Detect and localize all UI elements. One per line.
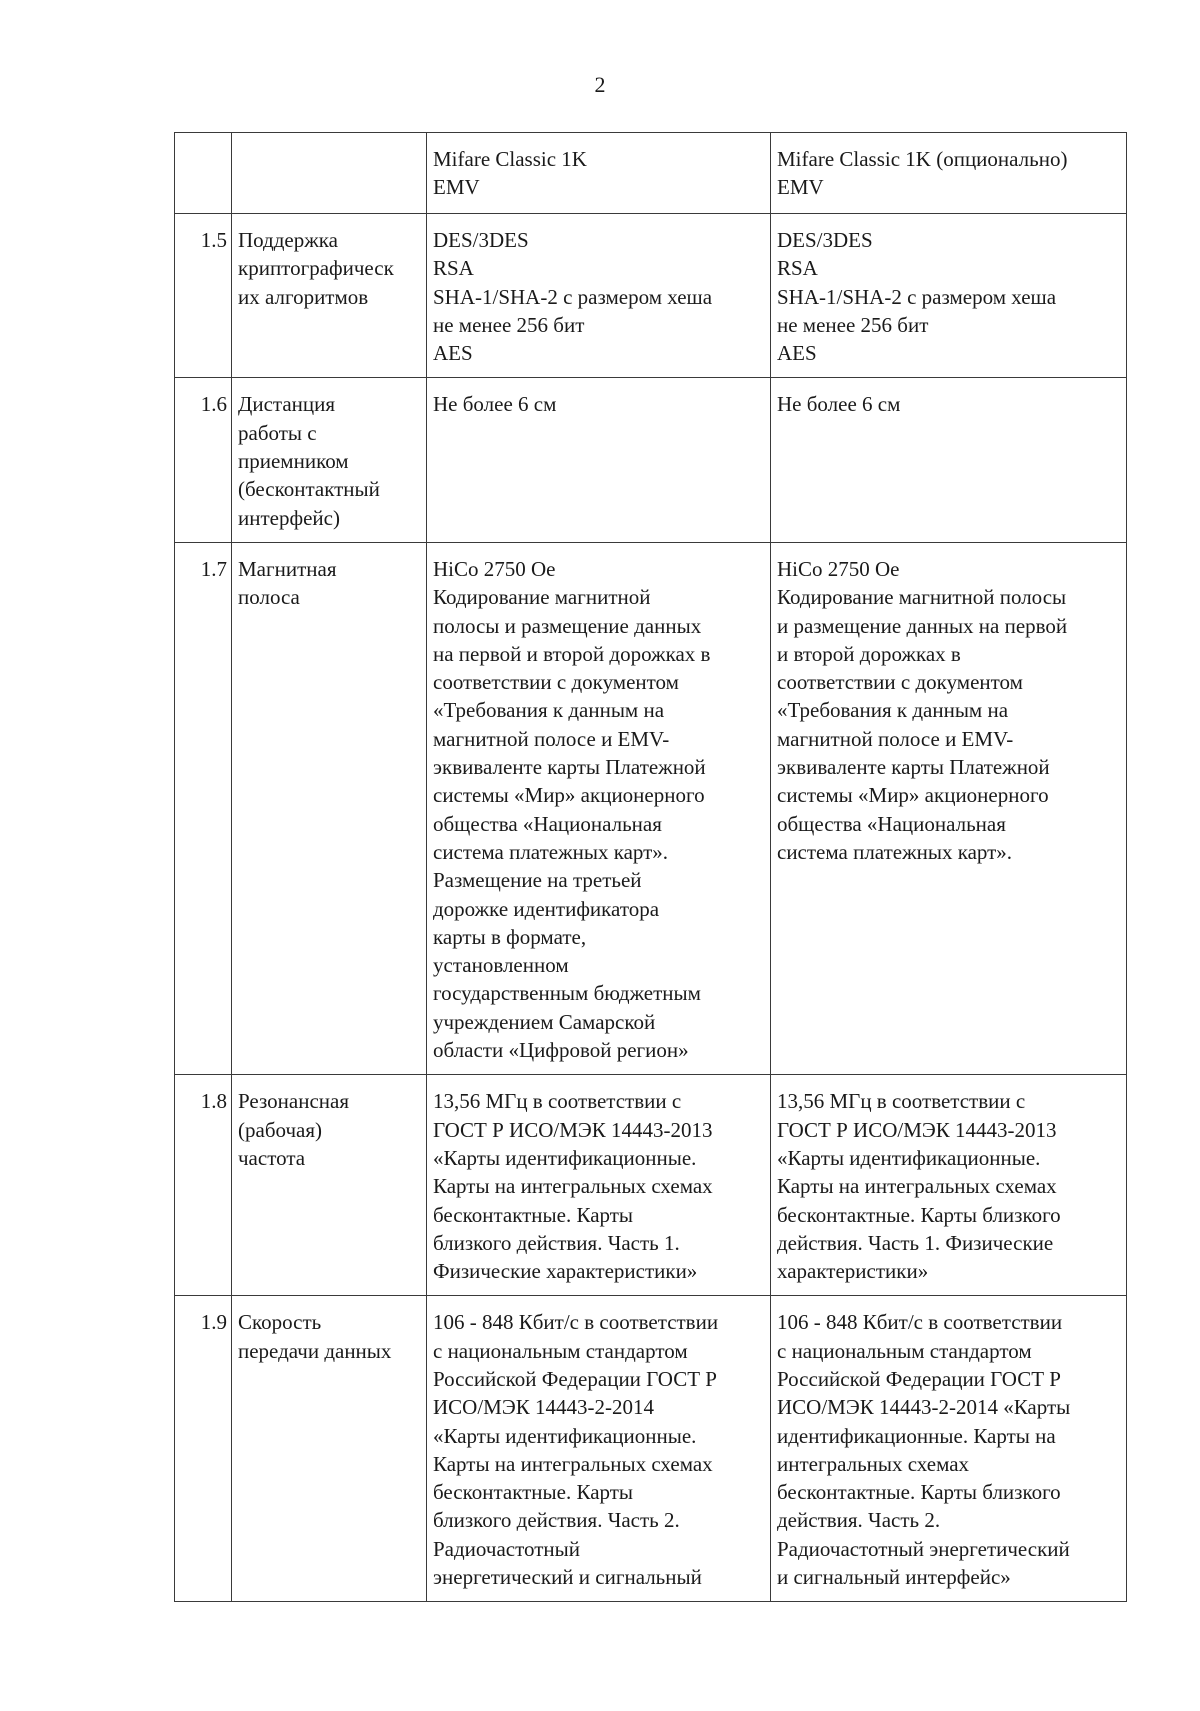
row-number: 1.6: [175, 378, 232, 542]
header-param-cell: [232, 133, 427, 214]
row-parameter: Магнитная полоса: [232, 542, 427, 1074]
table-row: [175, 542, 1127, 1074]
table-row: [175, 1296, 1127, 1602]
row-parameter: Скорость передачи данных: [232, 1296, 427, 1602]
page-number: 2: [594, 72, 606, 97]
spec-table: [174, 132, 1127, 1602]
row-parameter: Резонансная (рабочая) частота: [232, 1075, 427, 1296]
row-value-optional: DES/3DES RSA SHA-1/SHA-2 с размером хеша не менее 256 бит AES: [771, 214, 1127, 378]
header-value-cell: Mifare Classic 1K EMV: [427, 133, 771, 214]
header-value-optional-cell: Mifare Classic 1K (опционально) EMV: [771, 133, 1127, 214]
row-value-optional: HiCo 2750 Oe Кодирование магнитной полосы и размещение данных на первой и второй дорожках в соответствии с документом «Требования к данным на магнитной полосе и EMV- эквиваленте карты Платежной системы «Мир» акционерного общества «Национальная система платежных карт».: [771, 542, 1127, 1074]
header-num-cell: [175, 133, 232, 214]
table-row: [175, 1075, 1127, 1296]
table-header-row: [175, 133, 1127, 214]
row-value: DES/3DES RSA SHA-1/SHA-2 с размером хеша не менее 256 бит AES: [427, 214, 771, 378]
row-value-optional: 13,56 МГц в соответствии с ГОСТ Р ИСО/МЭК 14443-2013 «Карты идентификационные. Карты на интегральных схемах бесконтактные. Карты близкого действия. Часть 1. Физические характеристики»: [771, 1075, 1127, 1296]
row-value: Не более 6 см: [427, 378, 771, 542]
table-row: [175, 214, 1127, 378]
table-row: [175, 378, 1127, 542]
row-number: 1.7: [175, 542, 232, 1074]
row-parameter: Дистанция работы с приемником (бесконтактный интерфейс): [232, 378, 427, 542]
row-parameter: Поддержка криптографическ их алгоритмов: [232, 214, 427, 378]
row-value: 13,56 МГц в соответствии с ГОСТ Р ИСО/МЭК 14443-2013 «Карты идентификационные. Карты на интегральных схемах бесконтактные. Карты близкого действия. Часть 1. Физические характеристики»: [427, 1075, 771, 1296]
row-value: HiCo 2750 Oe Кодирование магнитной полосы и размещение данных на первой и второй дорожках в соответствии с документом «Требования к данным на магнитной полосе и EMV- эквиваленте карты Платежной системы «Мир» акционерного общества «Национальная система платежных карт». Размещение на третьей дорожке идентификатора карты в формате, установленном государственным бюджетным учреждением Самарской области «Цифровой регион»: [427, 542, 771, 1074]
row-number: 1.9: [175, 1296, 232, 1602]
row-value-optional: Не более 6 см: [771, 378, 1127, 542]
row-number: 1.8: [175, 1075, 232, 1296]
row-value-optional: 106 - 848 Кбит/с в соответствии с национальным стандартом Российской Федерации ГОСТ Р ИСО/МЭК 14443-2-2014 «Карты идентификационные. Карты на интегральных схемах бесконтактные. Карты близкого действия. Часть 2. Радиочастотный энергетический и сигнальный интерфейс»: [771, 1296, 1127, 1602]
row-value: 106 - 848 Кбит/с в соответствии с национальным стандартом Российской Федерации ГОСТ Р ИСО/МЭК 14443-2-2014 «Карты идентификационные. Карты на интегральных схемах бесконтактные. Карты близкого действия. Часть 2. Радиочастотный энергетический и сигнальный: [427, 1296, 771, 1602]
row-number: 1.5: [175, 214, 232, 378]
